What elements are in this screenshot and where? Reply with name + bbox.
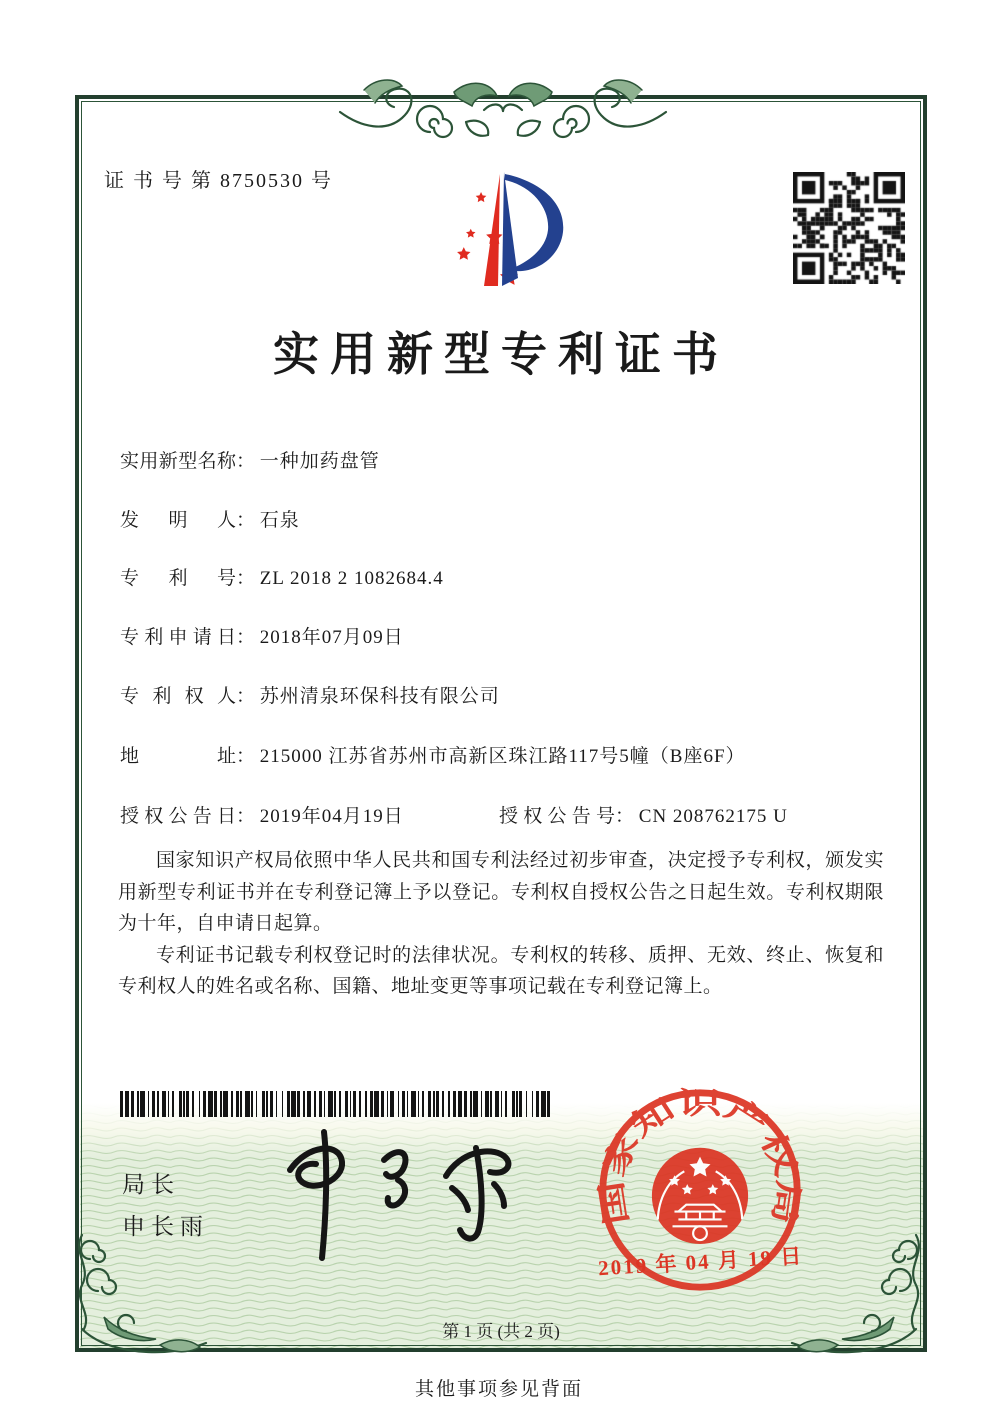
field-value-invention-name: 一种加药盘管 xyxy=(259,451,380,472)
cnipa-logo xyxy=(424,166,584,298)
qr-code xyxy=(793,172,905,284)
field-value-grant-date: 2019年04月19日 xyxy=(259,806,404,827)
seal-date: 2019 年 04 月 19 日 xyxy=(597,1243,804,1281)
field-row-inventor: 发明人： 石泉 xyxy=(120,505,890,532)
field-label: 专利权人 xyxy=(120,686,236,707)
page-number: 第 1 页 (共 2 页) xyxy=(442,1322,560,1341)
top-center-dragon-ornament xyxy=(334,70,672,148)
commissioner-title: 局长 xyxy=(122,1172,180,1197)
field-value-address: 215000 江苏省苏州市高新区珠江路117号5幢（B座6F） xyxy=(259,746,746,767)
grant-no-pair: 授权公告号： CN 208762175 U xyxy=(499,801,788,828)
field-label: 地址 xyxy=(120,746,236,767)
barcode xyxy=(120,1091,550,1117)
field-row-name: 实用新型名称： 一种加药盘管 xyxy=(120,446,890,473)
field-label: 专利申请日 xyxy=(120,627,236,648)
field-row-address: 地址： 215000 江苏省苏州市高新区珠江路117号5幢（B座6F） xyxy=(120,741,890,768)
field-label: 授权公告号 xyxy=(499,806,615,827)
certificate-title: 实用新型专利证书 xyxy=(273,329,729,380)
field-value-patentee: 苏州清泉环保科技有限公司 xyxy=(259,686,500,707)
legal-paragraph-1: 国家知识产权局依照中华人民共和国专利法经过初步审查，决定授予专利权，颁发实用新型专利证书并在专利登记簿上予以登记。专利权自授权公告之日起生效。专利权期限为十年，自申请日起算。 xyxy=(118,850,884,934)
field-row-grant xyxy=(120,801,890,828)
field-label: 专利号 xyxy=(120,568,236,589)
grant-date-pair: 授权公告日： 2019年04月19日 xyxy=(120,806,404,827)
field-row-patent-no: 专利号： ZL 2018 2 1082684.4 xyxy=(120,563,890,590)
signature-script xyxy=(238,1118,528,1278)
field-label: 授权公告日 xyxy=(120,806,236,827)
field-value-patent-no: ZL 2018 2 1082684.4 xyxy=(259,568,444,589)
field-row-filing-date: 专利申请日： 2018年07月09日 xyxy=(120,622,890,649)
legal-text-block xyxy=(118,845,884,1003)
field-value-filing-date: 2018年07月09日 xyxy=(259,627,404,648)
field-value-inventor: 石泉 xyxy=(259,510,300,531)
field-label: 发明人 xyxy=(120,510,236,531)
seal-text: 国家知识产权局 xyxy=(596,1086,806,1228)
field-label: 实用新型名称 xyxy=(120,451,236,472)
certificate-number: 证 书 号 第 8750530 号 xyxy=(104,170,333,192)
legal-paragraph-2: 专利证书记载专利权登记时的法律状况。专利权的转移、质押、无效、终止、恢复和专利权人的姓名或名称、国籍、地址变更等事项记载在专利登记簿上。 xyxy=(118,944,884,997)
field-row-patentee: 专利权人： 苏州清泉环保科技有限公司 xyxy=(120,681,890,708)
field-value-grant-no: CN 208762175 U xyxy=(638,806,788,827)
commissioner-name: 申长雨 xyxy=(122,1214,209,1239)
national-emblem xyxy=(654,1150,746,1242)
back-side-note: 其他事项参见背面 xyxy=(414,1379,583,1400)
